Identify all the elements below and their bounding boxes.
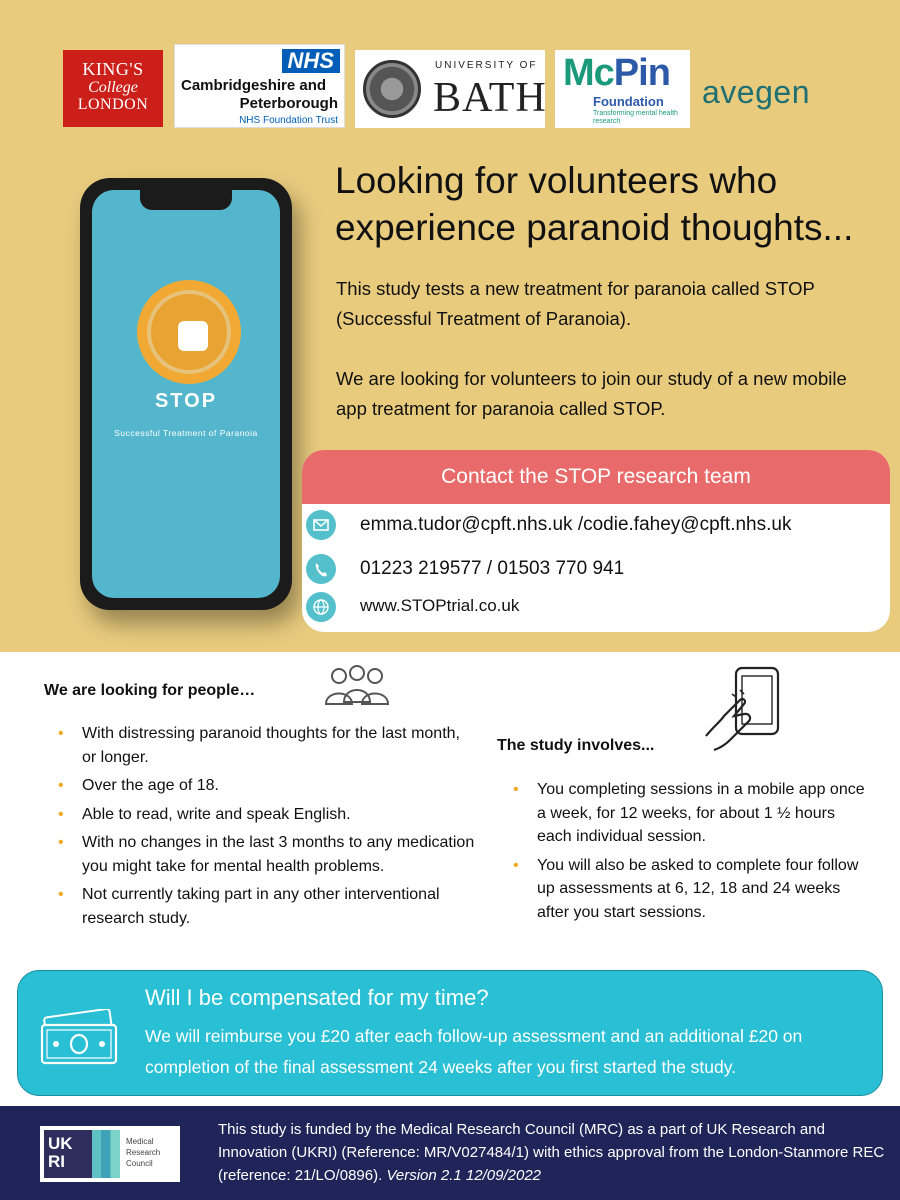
envelope-icon: [306, 510, 336, 540]
list-item: • With no changes in the last 3 months to any medication you might take for mental health problems.: [58, 831, 478, 878]
phone-mockup: [80, 178, 292, 610]
hand-tapping-phone-icon: [700, 664, 790, 756]
intro-paragraph: This study tests a new treatment for paranoia called STOP (Successful Treatment of Paranoia).: [336, 278, 815, 329]
funding-text: This study is funded by the Medical Research Council (MRC) as a part of UK Research and Innovation (UKRI) (Reference: MR/V027484/1) with ethics approval from the London-Stanmore REC (reference: 21/LO/0896).: [218, 1121, 885, 1184]
contact-email[interactable]: emma.tudor@cpft.nhs.uk /codie.fahey@cpft.nhs.uk: [360, 514, 792, 535]
contact-card: [302, 450, 890, 632]
contact-header: Contact the STOP research team: [302, 450, 890, 504]
mrc-line: Research: [126, 1148, 161, 1157]
contact-phone-row: [302, 550, 890, 590]
compensation-title: Will I be compensated for my time?: [145, 985, 489, 1010]
ukri-bars: [92, 1130, 120, 1178]
nhs-logo-line: Peterborough: [239, 95, 338, 112]
compensation-panel: [17, 970, 883, 1096]
mcpin-logo-mark: [563, 52, 670, 95]
list-item: • You will also be asked to complete four follow up assessments at 6, 12, 18 and 24 weeks after you start sessions.: [513, 854, 873, 925]
list-item: • You completing sessions in a mobile app once a week, for 12 weeks, for about 1 ½ hours each individual session.: [513, 778, 873, 849]
funding-statement: [218, 1118, 888, 1187]
people-group-icon: [322, 664, 392, 710]
mrc-line: Medical: [126, 1137, 154, 1146]
stop-app-icon: [137, 280, 241, 384]
mcpin-logo-line: Foundation: [593, 94, 664, 109]
avegen-logo: avegen: [702, 74, 810, 110]
nhs-logo: [174, 44, 345, 128]
contact-website-row: [302, 588, 890, 628]
study-involves-list: [513, 778, 873, 929]
version-label: Version 2.1 12/09/2022: [386, 1167, 542, 1184]
mcpin-tagline: Transforming mental health research: [593, 110, 678, 125]
intro-paragraph: We are looking for volunteers to join our study of a new mobile app treatment for paranoia called STOP.: [336, 368, 847, 419]
app-icon-ring: [147, 290, 231, 374]
compensation-body: We will reimburse you £20 after each follow-up assessment and an additional £20 on completion of the final assessment 24 weeks after you first started the study.: [145, 1026, 803, 1077]
phone-notch: [140, 190, 232, 210]
university-of-bath-logo: [355, 50, 545, 128]
bath-logo-line: UNIVERSITY OF: [435, 60, 538, 71]
stop-square-icon: [178, 321, 208, 351]
mcpin-mc: Mc: [563, 52, 614, 94]
kings-logo-line: KING'S: [82, 59, 144, 79]
mrc-line: Council: [126, 1159, 153, 1168]
mcpin-pin: Pin: [613, 52, 670, 94]
page-title: Looking for volunteers who experience paranoid thoughts...: [335, 160, 854, 248]
bath-logo-line: BATH: [433, 75, 547, 121]
contact-email-row: [302, 506, 890, 546]
list-item: • With distressing paranoid thoughts for the last month, or longer.: [58, 722, 478, 769]
footer: [0, 1106, 900, 1200]
kings-logo-line: College: [88, 79, 138, 96]
phone-icon: [306, 554, 336, 584]
nhs-logo-line: NHS Foundation Trust: [239, 115, 338, 126]
banknote-icon: [38, 1009, 124, 1069]
nhs-badge: NHS: [282, 49, 340, 73]
ukri-mark: UK RI: [44, 1130, 92, 1178]
nhs-logo-line: Cambridgeshire and: [181, 77, 327, 94]
app-subtitle: Successful Treatment of Paranoia: [114, 428, 258, 438]
looking-for-list: [58, 722, 478, 935]
kings-logo-line: LONDON: [77, 96, 149, 113]
list-item: • Over the age of 18.: [58, 774, 478, 798]
study-involves-title: The study involves...: [497, 737, 655, 754]
mrc-wordmark: [126, 1136, 160, 1169]
phone-screen: [92, 190, 280, 598]
ukri-mrc-logo: [40, 1126, 180, 1182]
list-item: • Able to read, write and speak English.: [58, 803, 478, 827]
bath-seal-icon: [363, 60, 421, 118]
contact-website[interactable]: www.STOPtrial.co.uk: [360, 596, 520, 615]
globe-icon: [306, 592, 336, 622]
looking-for-title: We are looking for people…: [44, 682, 256, 699]
contact-phone[interactable]: 01223 219577 / 01503 770 941: [360, 558, 625, 579]
mcpin-foundation-logo: [555, 50, 690, 128]
app-name: STOP: [154, 390, 218, 412]
list-item: • Not currently taking part in any other interventional research study.: [58, 883, 478, 930]
kings-college-logo: [63, 50, 163, 127]
